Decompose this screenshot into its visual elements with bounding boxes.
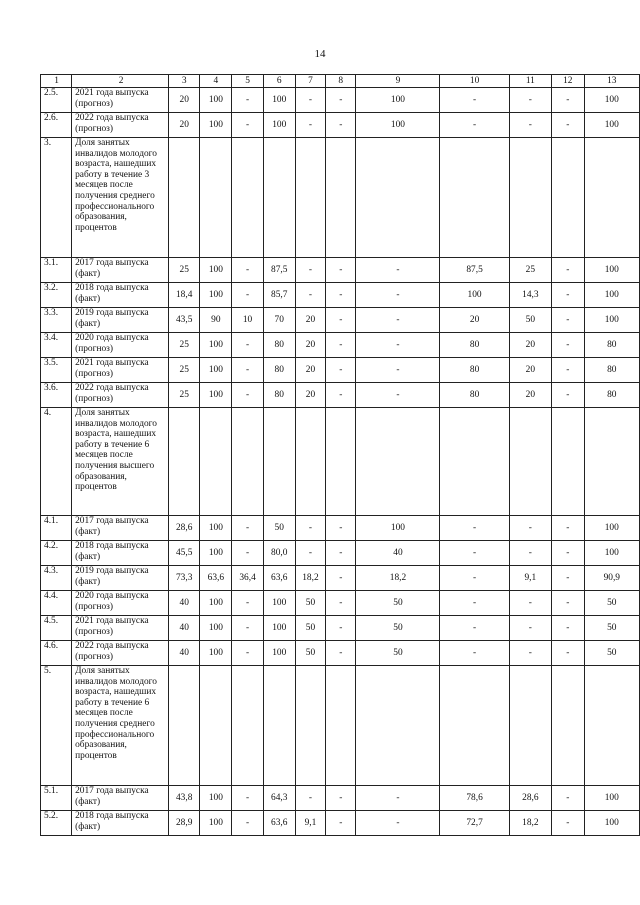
value-cell-col-4: 100 (200, 541, 232, 566)
value-cell-col-4: 100 (200, 113, 232, 138)
value-cell-col-3: 25 (169, 383, 200, 408)
value-cell-col-4: 100 (200, 811, 232, 836)
row-number-cell: 4.2. (41, 541, 72, 566)
value-cell-col-8: - (326, 811, 356, 836)
value-cell-col-4 (200, 408, 232, 516)
row-number-cell: 3.6. (41, 383, 72, 408)
value-cell-col-3 (169, 408, 200, 516)
value-cell-col-11 (509, 408, 551, 516)
value-cell-col-6: 100 (263, 616, 295, 641)
value-cell-col-5: - (232, 258, 263, 283)
value-cell-col-7: 50 (295, 616, 325, 641)
value-cell-col-11: 28,6 (509, 786, 551, 811)
value-cell-col-6: 50 (263, 516, 295, 541)
value-cell-col-9: 100 (356, 516, 440, 541)
value-cell-col-8: - (326, 566, 356, 591)
value-cell-col-7: - (295, 88, 325, 113)
table-row (41, 283, 640, 308)
row-number-cell: 2.6. (41, 113, 72, 138)
value-cell-col-13: 100 (584, 88, 639, 113)
row-number-cell: 3.3. (41, 308, 72, 333)
value-cell-col-11: 14,3 (509, 283, 551, 308)
row-number-cell: 4.6. (41, 641, 72, 666)
value-cell-col-4 (200, 138, 232, 258)
value-cell-col-3: 28,6 (169, 516, 200, 541)
value-cell-col-10: 80 (440, 383, 509, 408)
value-cell-col-5: - (232, 383, 263, 408)
value-cell-col-12: - (552, 88, 585, 113)
value-cell-col-7: 20 (295, 358, 325, 383)
value-cell-col-12: - (552, 283, 585, 308)
value-cell-col-10: 80 (440, 333, 509, 358)
value-cell-col-13: 50 (584, 641, 639, 666)
value-cell-col-8: - (326, 113, 356, 138)
header-cell-1: 1 (41, 75, 72, 88)
value-cell-col-9: - (356, 383, 440, 408)
value-cell-col-7: 9,1 (295, 811, 325, 836)
row-number-cell: 4.4. (41, 591, 72, 616)
value-cell-col-5: - (232, 358, 263, 383)
row-label-cell: 2021 года выпуска (прогноз) (72, 88, 169, 113)
value-cell-col-10 (440, 666, 509, 786)
value-cell-col-6: 80 (263, 383, 295, 408)
value-cell-col-9: 50 (356, 641, 440, 666)
row-label-cell: 2020 года выпуска (прогноз) (72, 591, 169, 616)
value-cell-col-12 (552, 138, 585, 258)
row-label-cell: 2017 года выпуска (факт) (72, 258, 169, 283)
value-cell-col-11: - (509, 516, 551, 541)
value-cell-col-9: - (356, 308, 440, 333)
value-cell-col-3: 40 (169, 616, 200, 641)
value-cell-col-13: 100 (584, 308, 639, 333)
value-cell-col-11: - (509, 541, 551, 566)
row-number-cell: 3.5. (41, 358, 72, 383)
row-number-cell: 5. (41, 666, 72, 786)
header-cell-3: 3 (169, 75, 200, 88)
value-cell-col-8: - (326, 541, 356, 566)
value-cell-col-9 (356, 138, 440, 258)
value-cell-col-8: - (326, 516, 356, 541)
row-number-cell: 3. (41, 138, 72, 258)
value-cell-col-4: 100 (200, 258, 232, 283)
value-cell-col-10: - (440, 113, 509, 138)
page-number: 14 (314, 48, 326, 60)
value-cell-col-3: 18,4 (169, 283, 200, 308)
value-cell-col-7: 18,2 (295, 566, 325, 591)
value-cell-col-13: 100 (584, 283, 639, 308)
row-label-cell: 2019 года выпуска (факт) (72, 566, 169, 591)
value-cell-col-12: - (552, 113, 585, 138)
value-cell-col-13 (584, 408, 639, 516)
value-cell-col-7 (295, 408, 325, 516)
value-cell-col-4: 90 (200, 308, 232, 333)
value-cell-col-12: - (552, 641, 585, 666)
value-cell-col-10: - (440, 88, 509, 113)
row-label-cell: 2021 года выпуска (прогноз) (72, 616, 169, 641)
value-cell-col-9: 18,2 (356, 566, 440, 591)
value-cell-col-8: - (326, 591, 356, 616)
value-cell-col-3: 43,5 (169, 308, 200, 333)
value-cell-col-11: - (509, 88, 551, 113)
value-cell-col-6: 80 (263, 358, 295, 383)
value-cell-col-9: 100 (356, 88, 440, 113)
value-cell-col-13: 50 (584, 591, 639, 616)
value-cell-col-11: - (509, 591, 551, 616)
value-cell-col-10: - (440, 541, 509, 566)
value-cell-col-4: 100 (200, 333, 232, 358)
row-label-cell: 2018 года выпуска (факт) (72, 283, 169, 308)
value-cell-col-13: 100 (584, 113, 639, 138)
header-cell-2: 2 (72, 75, 169, 88)
value-cell-col-5: - (232, 113, 263, 138)
value-cell-col-8: - (326, 383, 356, 408)
row-label-cell: 2020 года выпуска (прогноз) (72, 333, 169, 358)
value-cell-col-8: - (326, 333, 356, 358)
value-cell-col-9 (356, 666, 440, 786)
value-cell-col-6: 85,7 (263, 283, 295, 308)
value-cell-col-10: 100 (440, 283, 509, 308)
value-cell-col-10: - (440, 616, 509, 641)
value-cell-col-7: - (295, 541, 325, 566)
value-cell-col-5: - (232, 516, 263, 541)
value-cell-col-6: 80,0 (263, 541, 295, 566)
value-cell-col-4: 100 (200, 591, 232, 616)
table-row (41, 566, 640, 591)
header-cell-5: 5 (232, 75, 263, 88)
header-cell-7: 7 (295, 75, 325, 88)
value-cell-col-5: - (232, 591, 263, 616)
header-cell-4: 4 (200, 75, 232, 88)
row-label-cell: Доля занятых инвалидов молодого возраста, нашедших работу в течение 3 месяцев после получения среднего профессионального образования, процентов (72, 138, 169, 258)
header-row (41, 75, 640, 88)
value-cell-col-6: 100 (263, 88, 295, 113)
row-label-cell: 2017 года выпуска (факт) (72, 516, 169, 541)
row-number-cell: 4.5. (41, 616, 72, 641)
value-cell-col-4: 100 (200, 283, 232, 308)
row-number-cell: 3.4. (41, 333, 72, 358)
value-cell-col-9: - (356, 258, 440, 283)
header-cell-6: 6 (263, 75, 295, 88)
table-row (41, 333, 640, 358)
value-cell-col-4: 100 (200, 516, 232, 541)
value-cell-col-10: 87,5 (440, 258, 509, 283)
value-cell-col-10: - (440, 516, 509, 541)
value-cell-col-4: 100 (200, 383, 232, 408)
value-cell-col-12: - (552, 358, 585, 383)
value-cell-col-9: - (356, 358, 440, 383)
value-cell-col-7: 50 (295, 591, 325, 616)
value-cell-col-11: - (509, 641, 551, 666)
value-cell-col-11 (509, 666, 551, 786)
value-cell-col-12 (552, 408, 585, 516)
value-cell-col-13: 100 (584, 786, 639, 811)
value-cell-col-7: 20 (295, 333, 325, 358)
row-label-cell: 2022 года выпуска (прогноз) (72, 113, 169, 138)
row-label-cell: 2019 года выпуска (факт) (72, 308, 169, 333)
value-cell-col-3: 45,5 (169, 541, 200, 566)
value-cell-col-8 (326, 666, 356, 786)
value-cell-col-9: - (356, 283, 440, 308)
row-label-cell: Доля занятых инвалидов молодого возраста, нашедших работу в течение 6 месяцев после получения высшего образования, процентов (72, 408, 169, 516)
value-cell-col-12: - (552, 616, 585, 641)
value-cell-col-13: 100 (584, 811, 639, 836)
value-cell-col-13: 100 (584, 516, 639, 541)
value-cell-col-5: - (232, 811, 263, 836)
value-cell-col-13 (584, 666, 639, 786)
value-cell-col-3: 73,3 (169, 566, 200, 591)
value-cell-col-5: - (232, 641, 263, 666)
value-cell-col-12: - (552, 786, 585, 811)
value-cell-col-12: - (552, 811, 585, 836)
value-cell-col-4 (200, 666, 232, 786)
row-number-cell: 2.5. (41, 88, 72, 113)
row-number-cell: 4.1. (41, 516, 72, 541)
value-cell-col-3: 25 (169, 333, 200, 358)
value-cell-col-6: 70 (263, 308, 295, 333)
value-cell-col-7: - (295, 283, 325, 308)
value-cell-col-11: 50 (509, 308, 551, 333)
value-cell-col-8: - (326, 786, 356, 811)
value-cell-col-4: 100 (200, 641, 232, 666)
value-cell-col-3 (169, 666, 200, 786)
value-cell-col-10 (440, 408, 509, 516)
value-cell-col-5 (232, 408, 263, 516)
value-cell-col-3: 20 (169, 113, 200, 138)
value-cell-col-11: 9,1 (509, 566, 551, 591)
value-cell-col-9 (356, 408, 440, 516)
value-cell-col-10 (440, 138, 509, 258)
section-row (41, 408, 640, 516)
value-cell-col-9: - (356, 811, 440, 836)
value-cell-col-6 (263, 666, 295, 786)
row-label-cell: 2017 года выпуска (факт) (72, 786, 169, 811)
value-cell-col-13: 80 (584, 383, 639, 408)
value-cell-col-5: 10 (232, 308, 263, 333)
value-cell-col-8 (326, 138, 356, 258)
value-cell-col-9: 100 (356, 113, 440, 138)
value-cell-col-5: - (232, 616, 263, 641)
value-cell-col-7: 20 (295, 308, 325, 333)
row-label-cell: Доля занятых инвалидов молодого возраста, нашедших работу в течение 6 месяцев после получения среднего профессионального образования, процентов (72, 666, 169, 786)
value-cell-col-7: 50 (295, 641, 325, 666)
table-row (41, 786, 640, 811)
value-cell-col-13 (584, 138, 639, 258)
table-row (41, 541, 640, 566)
value-cell-col-7: - (295, 258, 325, 283)
value-cell-col-5: - (232, 541, 263, 566)
value-cell-col-3: 25 (169, 258, 200, 283)
value-cell-col-3: 25 (169, 358, 200, 383)
value-cell-col-9: 50 (356, 591, 440, 616)
value-cell-col-10: 72,7 (440, 811, 509, 836)
table-row (41, 641, 640, 666)
value-cell-col-3: 40 (169, 591, 200, 616)
value-cell-col-5 (232, 138, 263, 258)
header-cell-11: 11 (509, 75, 551, 88)
value-cell-col-12: - (552, 308, 585, 333)
table-row (41, 383, 640, 408)
value-cell-col-10: - (440, 641, 509, 666)
header-cell-8: 8 (326, 75, 356, 88)
value-cell-col-13: 50 (584, 616, 639, 641)
value-cell-col-3: 43,8 (169, 786, 200, 811)
value-cell-col-5: - (232, 88, 263, 113)
value-cell-col-4: 63,6 (200, 566, 232, 591)
value-cell-col-11: - (509, 616, 551, 641)
value-cell-col-6: 100 (263, 113, 295, 138)
table-row (41, 616, 640, 641)
row-label-cell: 2018 года выпуска (факт) (72, 811, 169, 836)
value-cell-col-8: - (326, 616, 356, 641)
value-cell-col-5: 36,4 (232, 566, 263, 591)
value-cell-col-10: - (440, 591, 509, 616)
value-cell-col-4: 100 (200, 616, 232, 641)
value-cell-col-5: - (232, 786, 263, 811)
value-cell-col-8: - (326, 308, 356, 333)
indicators-table (40, 74, 640, 836)
section-row (41, 138, 640, 258)
value-cell-col-6: 80 (263, 333, 295, 358)
value-cell-col-12: - (552, 541, 585, 566)
value-cell-col-7: - (295, 113, 325, 138)
table-row (41, 811, 640, 836)
table-row (41, 258, 640, 283)
value-cell-col-4: 100 (200, 358, 232, 383)
value-cell-col-11: - (509, 113, 551, 138)
value-cell-col-11: 20 (509, 383, 551, 408)
value-cell-col-3: 28,9 (169, 811, 200, 836)
value-cell-col-6: 64,3 (263, 786, 295, 811)
value-cell-col-6: 100 (263, 591, 295, 616)
row-number-cell: 3.1. (41, 258, 72, 283)
value-cell-col-10: - (440, 566, 509, 591)
table-row (41, 358, 640, 383)
section-row (41, 666, 640, 786)
row-number-cell: 4.3. (41, 566, 72, 591)
value-cell-col-6 (263, 138, 295, 258)
row-label-cell: 2022 года выпуска (прогноз) (72, 383, 169, 408)
value-cell-col-4: 100 (200, 88, 232, 113)
row-number-cell: 4. (41, 408, 72, 516)
row-number-cell: 3.2. (41, 283, 72, 308)
value-cell-col-11: 20 (509, 358, 551, 383)
table-row (41, 308, 640, 333)
value-cell-col-11: 25 (509, 258, 551, 283)
value-cell-col-9: 40 (356, 541, 440, 566)
value-cell-col-9: 50 (356, 616, 440, 641)
value-cell-col-7 (295, 138, 325, 258)
header-cell-12: 12 (552, 75, 585, 88)
row-label-cell: 2021 года выпуска (прогноз) (72, 358, 169, 383)
value-cell-col-13: 90,9 (584, 566, 639, 591)
value-cell-col-3: 20 (169, 88, 200, 113)
row-number-cell: 5.2. (41, 811, 72, 836)
value-cell-col-12 (552, 666, 585, 786)
value-cell-col-9: - (356, 786, 440, 811)
value-cell-col-3 (169, 138, 200, 258)
value-cell-col-12: - (552, 383, 585, 408)
value-cell-col-12: - (552, 591, 585, 616)
value-cell-col-13: 100 (584, 541, 639, 566)
row-number-cell: 5.1. (41, 786, 72, 811)
table-row (41, 516, 640, 541)
value-cell-col-8: - (326, 88, 356, 113)
value-cell-col-5: - (232, 283, 263, 308)
value-cell-col-3: 40 (169, 641, 200, 666)
value-cell-col-5 (232, 666, 263, 786)
value-cell-col-8: - (326, 641, 356, 666)
value-cell-col-7: - (295, 516, 325, 541)
table-row (41, 113, 640, 138)
value-cell-col-6: 100 (263, 641, 295, 666)
value-cell-col-13: 80 (584, 333, 639, 358)
value-cell-col-8: - (326, 358, 356, 383)
value-cell-col-6: 63,6 (263, 811, 295, 836)
value-cell-col-9: - (356, 333, 440, 358)
row-label-cell: 2018 года выпуска (факт) (72, 541, 169, 566)
value-cell-col-12: - (552, 333, 585, 358)
value-cell-col-10: 80 (440, 358, 509, 383)
value-cell-col-13: 80 (584, 358, 639, 383)
row-label-cell: 2022 года выпуска (прогноз) (72, 641, 169, 666)
table-row (41, 88, 640, 113)
value-cell-col-12: - (552, 566, 585, 591)
value-cell-col-8: - (326, 283, 356, 308)
value-cell-col-6: 63,6 (263, 566, 295, 591)
value-cell-col-4: 100 (200, 786, 232, 811)
value-cell-col-8 (326, 408, 356, 516)
value-cell-col-10: 20 (440, 308, 509, 333)
value-cell-col-6: 87,5 (263, 258, 295, 283)
header-cell-10: 10 (440, 75, 509, 88)
value-cell-col-12: - (552, 258, 585, 283)
value-cell-col-11: 20 (509, 333, 551, 358)
value-cell-col-7: 20 (295, 383, 325, 408)
value-cell-col-8: - (326, 258, 356, 283)
value-cell-col-7: - (295, 786, 325, 811)
table-row (41, 591, 640, 616)
value-cell-col-10: 78,6 (440, 786, 509, 811)
header-cell-13: 13 (584, 75, 639, 88)
value-cell-col-6 (263, 408, 295, 516)
value-cell-col-7 (295, 666, 325, 786)
header-cell-9: 9 (356, 75, 440, 88)
value-cell-col-11 (509, 138, 551, 258)
value-cell-col-12: - (552, 516, 585, 541)
value-cell-col-11: 18,2 (509, 811, 551, 836)
value-cell-col-13: 100 (584, 258, 639, 283)
value-cell-col-5: - (232, 333, 263, 358)
